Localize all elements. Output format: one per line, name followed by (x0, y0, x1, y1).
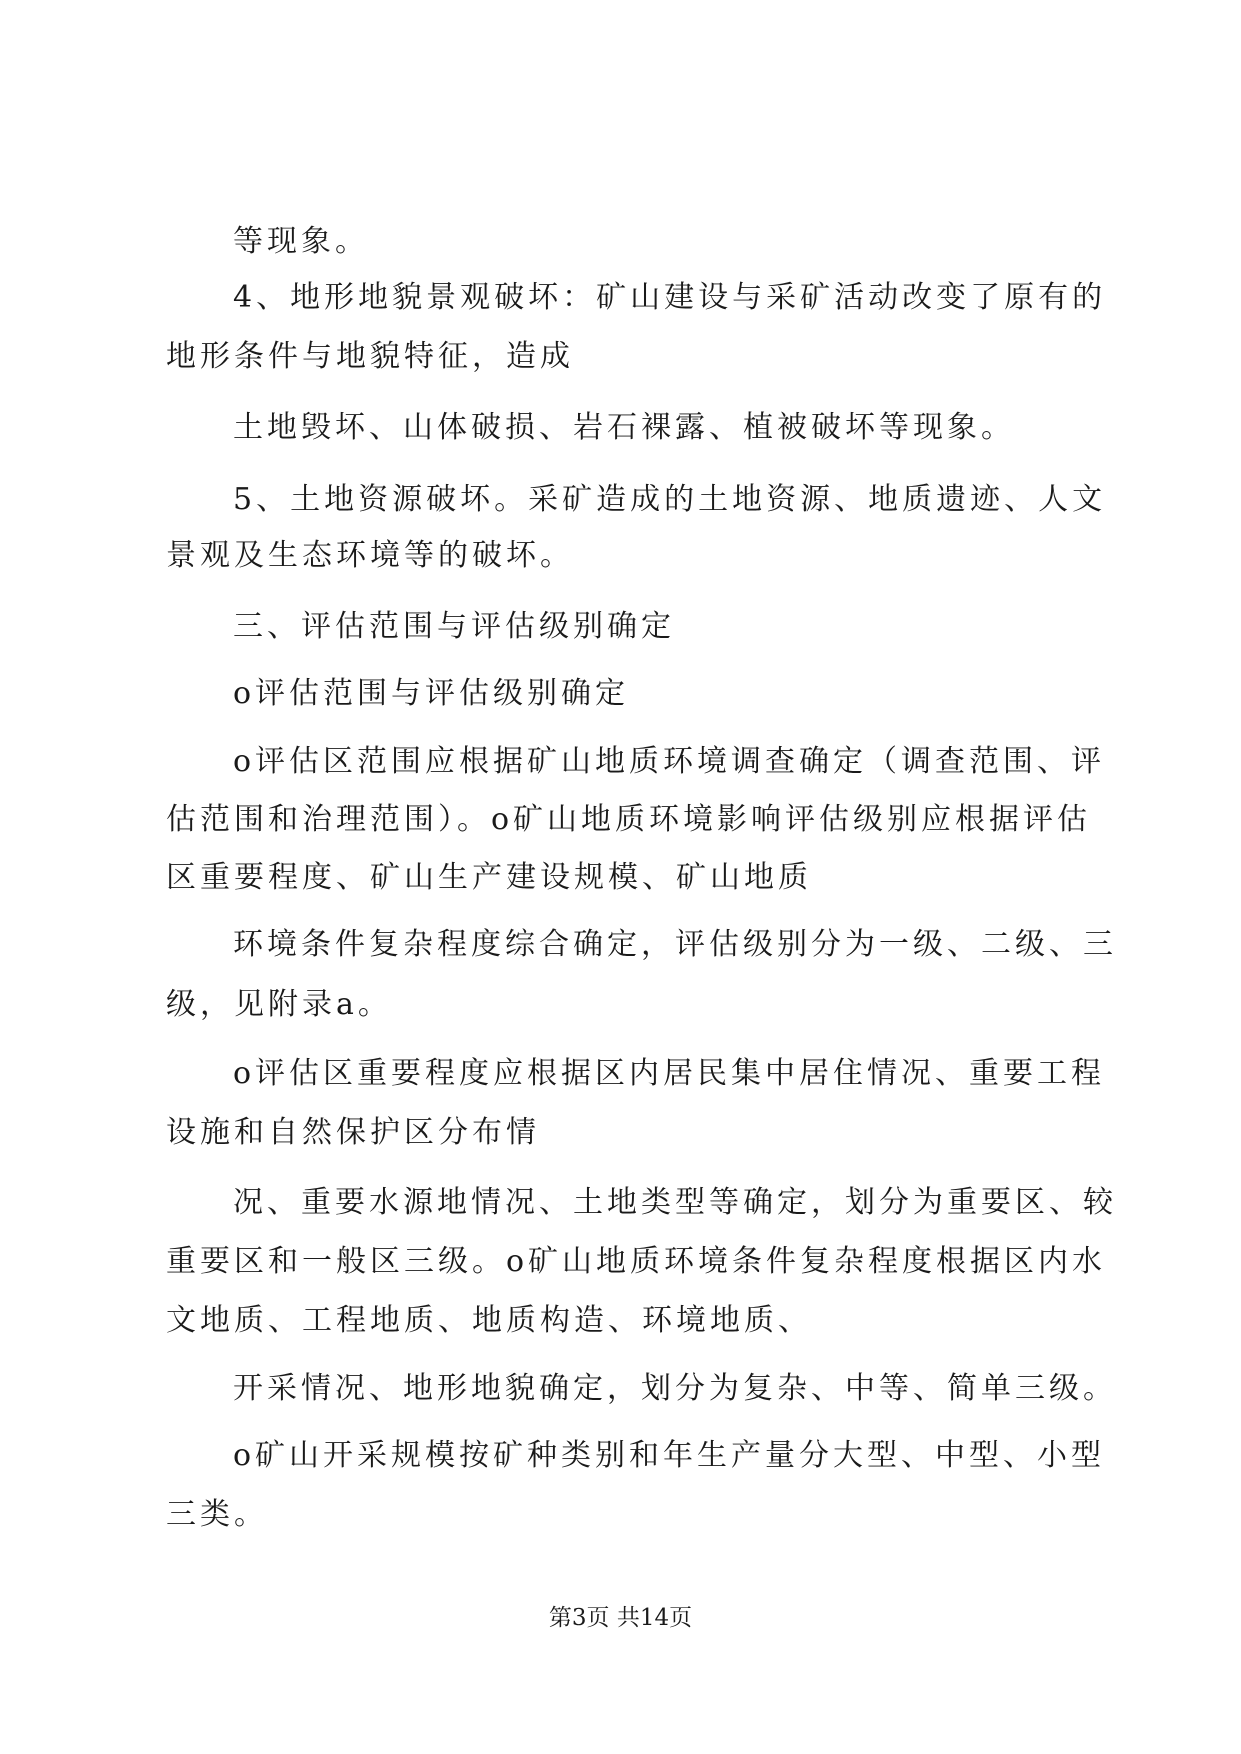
text-line-5: 5、土地资源破坏。采矿造成的土地资源、地质遗迹、人文 (233, 482, 1107, 517)
text-line-8: o评估范围与评估级别确定 (233, 676, 630, 711)
text-line-2: 4、地形地貌景观破坏：矿山建设与采矿活动改变了原有的 (233, 280, 1107, 315)
text-line-11: 区重要程度、矿山生产建设规模、矿山地质 (166, 860, 812, 895)
text-line-3: 地形条件与地貌特征，造成 (166, 339, 574, 374)
text-line-9: o评估区范围应根据矿山地质环境调查确定（调查范围、评 (233, 744, 1106, 779)
page-footer: 第3页 共14页 (548, 1605, 693, 1631)
text-line-16: 况、重要水源地情况、土地类型等确定，划分为重要区、较 (233, 1185, 1117, 1220)
text-line-14: o评估区重要程度应根据区内居民集中居住情况、重要工程 (233, 1056, 1106, 1091)
text-line-13: 级，见附录a。 (166, 987, 392, 1022)
text-line-21: 三类。 (166, 1497, 268, 1532)
text-line-1: 等现象。 (233, 224, 369, 259)
text-line-6: 景观及生态环境等的破坏。 (166, 538, 574, 573)
text-line-12: 环境条件复杂程度综合确定，评估级别分为一级、二级、三 (233, 927, 1117, 962)
text-line-19: 开采情况、地形地貌确定，划分为复杂、中等、简单三级。 (233, 1371, 1117, 1406)
text-line-4: 土地毁坏、山体破损、岩石裸露、植被破坏等现象。 (233, 410, 1015, 445)
text-line-10: 估范围和治理范围）。o矿山地质环境影响评估级别应根据评估 (166, 802, 1092, 837)
text-line-17: 重要区和一般区三级。o矿山地质环境条件复杂程度根据区内水 (166, 1244, 1107, 1279)
text-line-18: 文地质、工程地质、地质构造、环境地质、 (166, 1303, 812, 1338)
text-line-20: o矿山开采规模按矿种类别和年生产量分大型、中型、小型 (233, 1438, 1106, 1473)
text-line-15: 设施和自然保护区分布情 (166, 1115, 540, 1150)
text-line-7: 三、评估范围与评估级别确定 (233, 609, 675, 644)
